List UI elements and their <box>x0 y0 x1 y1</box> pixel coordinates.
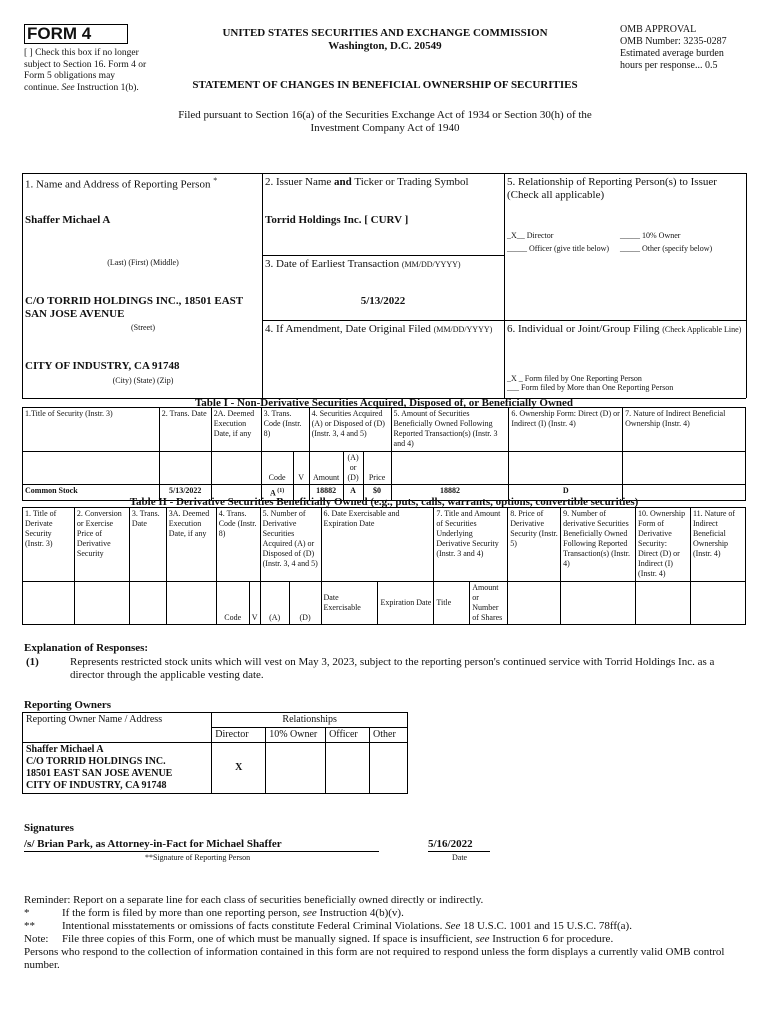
omb-approval: OMB APPROVAL <box>620 24 697 35</box>
agency-name: UNITED STATES SECURITIES AND EXCHANGE COMMISSION <box>222 27 548 39</box>
name-caption: (Last) (First) (Middle) <box>107 258 179 267</box>
t2-sub-v: V <box>249 582 260 625</box>
table2-title: Table II - Derivative Securities Beneficially Owned (e.g., puts, calls, warrants, options, convertible securities) <box>129 496 639 508</box>
table1-title: Table I - Non-Derivative Securities Acquired, Disposed of, or Beneficially Owned <box>194 397 574 409</box>
t2-sub-d: (D) <box>289 582 321 625</box>
owners-col-10pct: 10% Owner <box>266 728 326 743</box>
table2 <box>22 507 746 625</box>
t1-sub-v: V <box>293 452 309 485</box>
t2-sub-exercisable: Date Exercisable <box>321 582 378 625</box>
issuer-name: Torrid Holdings Inc. [ CURV ] <box>265 214 409 226</box>
t1-sub-amount: Amount <box>309 452 343 485</box>
check-box-notice <box>24 48 152 94</box>
t2-h3a: 3A. Deemed Execution Date, if any <box>166 508 216 582</box>
owners-col-name: Reporting Owner Name / Address <box>23 713 212 743</box>
reporting-person-name: Shaffer Michael A <box>25 214 111 226</box>
filing-label: 6. Individual or Joint/Group Filing (Check Applicable Line) <box>507 323 742 335</box>
t2-h1: 1. Title of Derivate Security (Instr. 3) <box>23 508 75 582</box>
t2-h5: 5. Number of Derivative Securities Acquired (A) or Disposed of (D) (Instr. 3, 4 and 5) <box>260 508 321 582</box>
amendment-label: 4. If Amendment, Date Original Filed (MM/DD/YYYY) <box>265 323 493 335</box>
relationship-other: _____ Other (specify below) <box>620 244 713 253</box>
table1 <box>22 407 746 501</box>
t2-sub-a: (A) <box>260 582 289 625</box>
t2-h4: 4. Trans. Code (Instr. 8) <box>216 508 260 582</box>
city-caption: (City) (State) (Zip) <box>112 376 174 385</box>
filing-one-person: _X _ Form filed by One Reporting Person <box>507 374 642 383</box>
issuer-label: 2. Issuer Name and Ticker or Trading Symbol <box>265 176 469 188</box>
t2-h8: 8. Price of Derivative Security (Instr. 5) <box>508 508 561 582</box>
t1-row-code: A $^{(1)}$ <box>261 485 293 501</box>
reminder: Reminder: Report on a separate line for each class of securities beneficially owned directly or indirectly. <box>24 894 484 906</box>
footnote-star1-mark: * <box>24 907 30 919</box>
filed-pursuant-line2: Investment Company Act of 1940 <box>310 122 460 134</box>
t1-row-date: 5/13/2022 <box>159 485 211 501</box>
owner-name-address: Shaffer Michael A C/O TORRID HOLDINGS INC. 18501 EAST SAN JOSE AVENUE CITY OF INDUSTRY, CA 91748 <box>23 743 212 794</box>
t2-h3: 3. Trans. Date <box>129 508 166 582</box>
t1-h-form: 6. Ownership Form: Direct (D) or Indirect (I) (Instr. 4) <box>509 408 623 452</box>
relationship-ten-pct: _____ 10% Owner <box>620 231 681 240</box>
footnote-star1: If the form is filed by more than one reporting person, see Instruction 4(b)(v). <box>62 907 404 919</box>
reporting-person-city: CITY OF INDUSTRY, CA 91748 <box>25 360 180 372</box>
relationship-officer: _____ Officer (give title below) <box>507 244 610 253</box>
owners-col-other: Other <box>370 728 408 743</box>
relationship-label: 5. Relationship of Reporting Person(s) to Issuer (Check all applicable) <box>507 176 717 201</box>
reporting-person-street: C/O TORRID HOLDINGS INC., 18501 EAST SAN JOSE AVENUE <box>25 295 243 320</box>
signature-caption: **Signature of Reporting Person <box>145 853 251 862</box>
owners-col-director: Director <box>212 728 266 743</box>
t2-h10: 10. Ownership Form of Derivative Security: Direct (D) or Indirect (I) (Instr. 4) <box>636 508 691 582</box>
footnote-note: File three copies of this Form, one of which must be manually signed. If space is insufficient, see Instruction 6 for procedure. <box>62 933 614 945</box>
explanation-heading: Explanation of Responses: <box>24 642 149 654</box>
t1-sub-aord: (A) or (D) <box>343 452 363 485</box>
t1-row-owned: 18882 <box>391 485 509 501</box>
t1-sub-price: Price <box>363 452 391 485</box>
t1-row-aord: A <box>343 485 363 501</box>
t1-h-code: 3. Trans. Code (Instr. 8) <box>261 408 309 452</box>
reporting-person-label: 1. Name and Address of Reporting Person * <box>25 176 218 191</box>
owners-heading: Reporting Owners <box>24 699 112 711</box>
omb-hours: hours per response... 0.5 <box>620 60 718 71</box>
omb-burden: Estimated average burden <box>620 48 724 59</box>
signatures-heading: Signatures <box>24 822 74 834</box>
t2-h11: 11. Nature of Indirect Beneficial Ownership (Instr. 4) <box>690 508 745 582</box>
footnote-note-mark: Note: <box>24 933 49 945</box>
date-caption: Date <box>452 853 468 862</box>
t2-sub-expiration: Expiration Date <box>378 582 434 625</box>
check-box-text: [ ] Check this box if no longer subject to Section 16. Form 4 or Form 5 obligations may continue. <box>24 48 147 93</box>
t1-row-price: $0 <box>363 485 391 501</box>
footnote-star2: Intentional misstatements or omissions of facts constitute Federal Criminal Violations. See 18 U.S.C. 1001 and 15 U.S.C. 78ff(a). <box>62 920 632 932</box>
earliest-date-value: 5/13/2022 <box>360 295 406 307</box>
t2-h9: 9. Number of derivative Securities Beneficially Owned Following Reported Transaction(s) (Instr. 4) <box>561 508 636 582</box>
t2-h2: 2. Conversion or Exercise Price of Derivative Security <box>74 508 129 582</box>
owners-col-officer: Officer <box>326 728 370 743</box>
t1-h-date: 2. Trans. Date <box>159 408 211 452</box>
t2-sub-amount: Amount or Number of Shares <box>470 582 508 625</box>
t1-h-deemed: 2A. Deemed Execution Date, if any <box>211 408 261 452</box>
check-box-instruction: Instruction 1(b). <box>77 82 139 93</box>
t1-h-title: 1.Title of Security (Instr. 3) <box>23 408 160 452</box>
t2-sub-title: Title <box>434 582 470 625</box>
t1-row-title: Common Stock <box>23 485 160 501</box>
t2-h6: 6. Date Exercisable and Expiration Date <box>321 508 434 582</box>
owners-col-relationships: Relationships <box>212 713 408 728</box>
persons-notice: Persons who respond to the collection of information contained in this form are not required to respond unless the form displays a currently valid OMB control number. <box>24 946 725 971</box>
t2-sub-code: Code <box>216 582 249 625</box>
t1-h-nature: 7. Nature of Indirect Beneficial Ownership (Instr. 4) <box>623 408 746 452</box>
explanation-num: (1) <box>26 656 39 668</box>
earliest-date-label: 3. Date of Earliest Transaction (MM/DD/YYYY) <box>265 258 461 270</box>
check-box-see: See <box>61 82 75 93</box>
t2-h7: 7. Title and Amount of Securities Underlying Derivative Security (Instr. 3 and 4) <box>434 508 508 582</box>
statement-title: STATEMENT OF CHANGES IN BENEFICIAL OWNERSHIP OF SECURITIES <box>192 79 578 91</box>
owner-director-mark: X <box>212 743 266 794</box>
explanation-text: Represents restricted stock units which will vest on May 3, 2023, subject to the reporting person's continued service with Torrid Holdings Inc. as a director through the applicable vesting date. <box>70 656 715 681</box>
owners-table <box>22 712 408 794</box>
filed-pursuant-line1: Filed pursuant to Section 16(a) of the Securities Exchange Act of 1934 or Section 30(h) of the <box>178 109 592 121</box>
footnote-star2-mark: ** <box>24 920 35 932</box>
omb-number: OMB Number: 3235-0287 <box>620 36 727 47</box>
t1-row-amount: 18882 <box>309 485 343 501</box>
filing-multi-person: ___ Form filed by More than One Reporting Person <box>507 383 674 392</box>
t1-h-acquired: 4. Securities Acquired (A) or Disposed of (D) (Instr. 3, 4 and 5) <box>309 408 391 452</box>
form-title: FORM 4 <box>24 24 128 44</box>
relationship-director: _X__ Director <box>507 231 554 240</box>
street-caption: (Street) <box>131 323 155 332</box>
agency-city: Washington, D.C. 20549 <box>328 40 442 52</box>
t1-h-amount: 5. Amount of Securities Beneficially Owned Following Reported Transaction(s) (Instr. 3 and 4) <box>391 408 509 452</box>
signer: /s/ Brian Park, as Attorney-in-Fact for Michael Shaffer <box>24 838 282 850</box>
t1-sub-code: Code <box>261 452 293 485</box>
t1-row-form: D <box>509 485 623 501</box>
signature-date: 5/16/2022 <box>428 838 473 850</box>
